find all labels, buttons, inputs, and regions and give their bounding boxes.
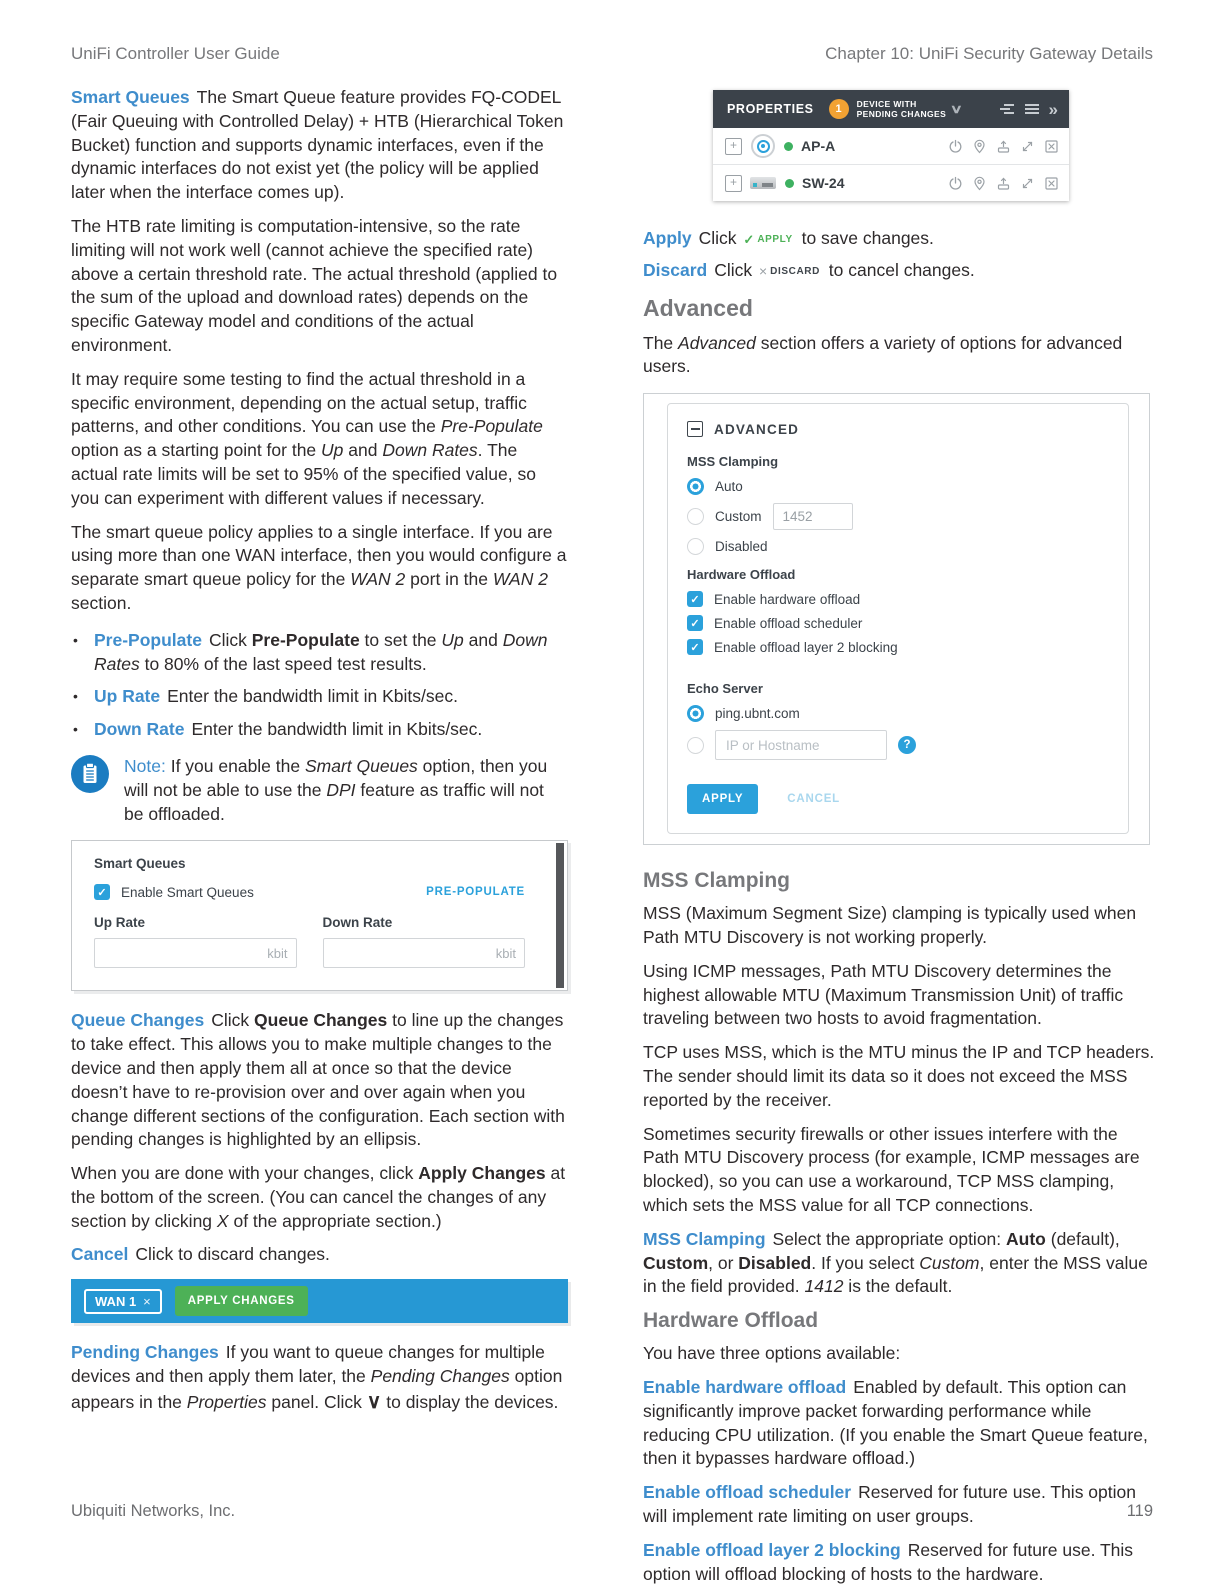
up-rate-label: Up Rate — [94, 915, 146, 931]
device-row-ap[interactable] — [713, 128, 1069, 165]
paragraph-advanced-intro: The Advanced section offers a variety of options for advanced users. — [643, 332, 1123, 377]
list-view-icon[interactable] — [1024, 103, 1040, 115]
paragraph-pending-changes: Pending Changes If you want to queue changes for multiple devices and then apply them later, the Pending Changes option appears in the Properties panel. Click ∨ to display the devices. — [71, 1342, 563, 1413]
paragraph-htb: The HTB rate limiting is computation-intensive, so the rate limiting will not work well (cannot achieve the specified rate) above a certain threshold rate. The actual threshold (applied to the sum of the upload and download rates) depends on the specific Gateway model and conditions of the actual environment. — [71, 215, 558, 355]
publisher: Ubiquiti Networks, Inc. — [71, 1502, 236, 1520]
apply-changes-button[interactable]: APPLY CHANGES — [175, 1286, 308, 1316]
bullet-down-rate: Down Rate Enter the bandwidth limit in Kbits/sec. — [94, 719, 483, 740]
paragraph-mss3: TCP uses MSS, which is the MTU minus the IP and TCP headers. The sender should limit its data so it does not exceed the MSS reported by the receiver. — [643, 1042, 1155, 1110]
switch-icon — [750, 177, 776, 189]
paragraph-smart-queues: Smart Queues The Smart Queue feature provides FQ-CODEL (Fair Queuing with Controlled Delay) + HTB (Hierarchical Token Bucket) function and supports dynamic interfaces, even if the dynamic interfaces do not exist yet (the policy will be applied later when the interface comes up). — [71, 87, 564, 203]
echo-host-input[interactable] — [715, 730, 887, 760]
page-footer — [71, 1502, 1153, 1521]
enable-offload-scheduler-checkbox[interactable]: ✓ — [687, 615, 703, 631]
pending-devices-label: DEVICE WITH PENDING CHANGES — [856, 98, 947, 119]
collapse-panel-icon[interactable]: » — [1048, 99, 1058, 119]
mss-disabled-label: Disabled — [715, 539, 768, 555]
enable-offload-layer2-label: Enable offload layer 2 blocking — [714, 639, 898, 655]
paragraph-hw1: Enable hardware offload Enabled by default. This option can significantly improve packet forwarding performance while reducing CPU utilization. (If you enable the Smart Queue feature, then it bypasses hardware offload.) — [643, 1376, 1148, 1469]
help-icon[interactable]: ? — [898, 736, 916, 754]
locate-icon[interactable] — [972, 176, 987, 191]
fullscreen-icon[interactable] — [1020, 139, 1035, 154]
remove-icon[interactable] — [1044, 176, 1059, 191]
enable-hardware-offload-label: Enable hardware offload — [714, 591, 861, 607]
bullet-pre-populate: Pre-Populate Click Pre-Populate to set the Up and Down Rates to 80% of the last speed test results. — [94, 629, 548, 674]
mss-clamping-heading: MSS Clamping — [643, 869, 791, 893]
smart-queues-screenshot — [71, 840, 568, 991]
note-callout — [71, 755, 568, 826]
apply-changes-bar-screenshot — [71, 1279, 568, 1323]
enable-offload-scheduler-label: Enable offload scheduler — [714, 615, 863, 631]
chevron-down-icon[interactable]: ∨ — [949, 102, 964, 116]
mss-custom-input[interactable] — [773, 503, 853, 530]
left-column — [71, 86, 568, 1426]
mss-auto-radio[interactable] — [687, 478, 704, 495]
enable-smart-queues-checkbox[interactable]: ✓ — [94, 884, 110, 900]
page-number: 119 — [1126, 1502, 1153, 1520]
expand-row-icon[interactable]: + — [725, 138, 742, 155]
list-item — [71, 685, 568, 709]
mss-auto-label: Auto — [715, 479, 743, 495]
hardware-offload-heading: Hardware Offload — [643, 1309, 819, 1333]
pending-count-badge: 1 — [829, 99, 849, 119]
paragraph-testing: It may require some testing to find the actual threshold in a specific environment, depending on the actual setup, traffic patterns, and other conditions. You can use the Pre-Populate option as a starting point for the Up and Down Rates. The actual rate limits will be set to 95% of the specified value, so you can experiment with different values if necessary. — [71, 368, 543, 508]
status-dot — [785, 179, 794, 188]
mss-custom-label: Custom — [715, 509, 762, 525]
paragraph-hw2: Enable offload scheduler Reserved for future use. This option will implement rate limiting on user groups. — [643, 1482, 1136, 1526]
collapse-section-icon[interactable] — [687, 421, 703, 437]
note-text: Note: If you enable the Smart Queues option, then you will not be able to use the DPI feature as traffic will not be offloaded. — [124, 755, 548, 824]
wan1-section-chip[interactable] — [84, 1289, 162, 1314]
advanced-screenshot — [643, 393, 1150, 845]
page-header — [71, 44, 1153, 64]
status-dot — [784, 142, 793, 151]
enable-smart-queues-label: Enable Smart Queues — [121, 884, 254, 900]
bullet-up-rate: Up Rate Enter the bandwidth limit in Kbits/sec. — [94, 686, 458, 707]
scrollbar[interactable] — [556, 843, 564, 988]
expand-row-icon[interactable]: + — [725, 175, 742, 192]
restart-icon[interactable] — [948, 176, 963, 191]
device-row-switch[interactable] — [713, 165, 1069, 201]
hardware-offload-label: Hardware Offload — [687, 567, 796, 583]
locate-icon[interactable] — [972, 139, 987, 154]
echo-custom-radio[interactable] — [687, 737, 704, 754]
paragraph-mss-term: MSS Clamping Select the appropriate option: Auto (default), Custom, or Disabled. If you select Custom, enter the MSS value in the field provided. 1412 is the default. — [643, 1228, 1148, 1297]
upgrade-icon[interactable] — [996, 176, 1011, 191]
paragraph-hw-intro: You have three options available: — [643, 1343, 901, 1364]
list-item — [71, 629, 568, 677]
paragraph-apply: Apply Click ✓ APPLY to save changes. — [643, 228, 934, 248]
note-icon — [71, 755, 109, 826]
right-column — [643, 88, 1155, 1584]
remove-icon[interactable] — [1044, 139, 1059, 154]
doc-title: UniFi Controller User Guide — [71, 44, 280, 63]
bullet-marker: • — [73, 721, 78, 738]
paragraph-discard: Discard Click × DISCARD to cancel changes. — [643, 259, 975, 280]
close-icon[interactable]: × — [143, 1293, 151, 1309]
paragraph-apply-changes: When you are done with your changes, click Apply Changes at the bottom of the screen. (You can cancel the changes of any section by clicking X of the appropriate section.) — [71, 1163, 566, 1231]
mss-disabled-radio[interactable] — [687, 538, 704, 555]
advanced-panel-title: ADVANCED — [714, 421, 800, 437]
paragraph-mss1: MSS (Maximum Segment Size) clamping is typically used when Path MTU Discovery is not working properly. — [643, 903, 1137, 947]
paragraph-cancel: Cancel Click to discard changes. — [71, 1244, 330, 1265]
enable-hardware-offload-checkbox[interactable]: ✓ — [687, 591, 703, 607]
paragraph-mss4: Sometimes security firewalls or other issues interfere with the Path MTU Discovery process (for example, ICMP messages are blocked), so you can use a workaround, TCP MSS clamping, which sets the MSS value for all TCP connections. — [643, 1123, 1140, 1215]
wan1-chip-label: WAN 1 — [95, 1293, 137, 1309]
down-rate-label: Down Rate — [322, 915, 393, 931]
access-point-icon — [751, 134, 775, 158]
restart-icon[interactable] — [948, 139, 963, 154]
compact-list-icon[interactable] — [999, 103, 1015, 115]
up-rate-input[interactable] — [94, 938, 297, 968]
apply-button[interactable]: APPLY — [687, 784, 758, 814]
echo-ping-label: ping.ubnt.com — [715, 706, 800, 722]
device-name: SW-24 — [802, 175, 845, 191]
advanced-heading: Advanced — [643, 294, 753, 321]
bullet-marker: • — [73, 631, 78, 648]
properties-panel-screenshot — [713, 90, 1069, 201]
down-rate-input[interactable] — [323, 938, 526, 968]
bullet-marker: • — [73, 688, 78, 705]
enable-offload-layer2-checkbox[interactable]: ✓ — [687, 639, 703, 655]
device-name: AP-A — [801, 138, 836, 154]
cancel-button[interactable]: CANCEL — [781, 792, 846, 806]
properties-title: PROPERTIES — [727, 102, 814, 116]
paragraph-hw3: Enable offload layer 2 blocking Reserved for future use. This option will offload blocking of hosts to the hardware. — [643, 1539, 1134, 1584]
advanced-panel — [667, 403, 1129, 834]
paragraph-queue-changes: Queue Changes Click Queue Changes to line up the changes to take effect. This allows you to make multiple changes to the device and then apply them all at once so that the device doesn’t have to re-provision over and over again when you change different sections of the configuration. Each section with pending changes is highlighted by an ellipsis. — [71, 1010, 565, 1150]
upgrade-icon[interactable] — [996, 139, 1011, 154]
echo-server-label: Echo Server — [687, 681, 763, 697]
paragraph-single-interface: The smart queue policy applies to a single interface. If you are using more than one WAN interface, then you would configure a separate smart queue policy for the WAN 2 port in the WAN 2 section. — [71, 521, 567, 613]
properties-header — [713, 90, 1069, 128]
echo-ping-radio[interactable] — [687, 705, 704, 722]
mss-clamping-label: MSS Clamping — [687, 454, 779, 470]
fullscreen-icon[interactable] — [1020, 176, 1035, 191]
chapter-title: Chapter 10: UniFi Security Gateway Details — [825, 44, 1153, 63]
paragraph-mss2: Using ICMP messages, Path MTU Discovery determines the highest allowable MTU (Maximum Transmission Unit) of traffic traveling between two hosts to avoid fragmentation. — [643, 960, 1124, 1029]
pre-populate-link[interactable]: PRE-POPULATE — [426, 886, 525, 899]
mss-custom-radio[interactable] — [687, 508, 704, 525]
list-item — [71, 718, 568, 742]
smart-queues-panel-title: Smart Queues — [94, 856, 186, 872]
